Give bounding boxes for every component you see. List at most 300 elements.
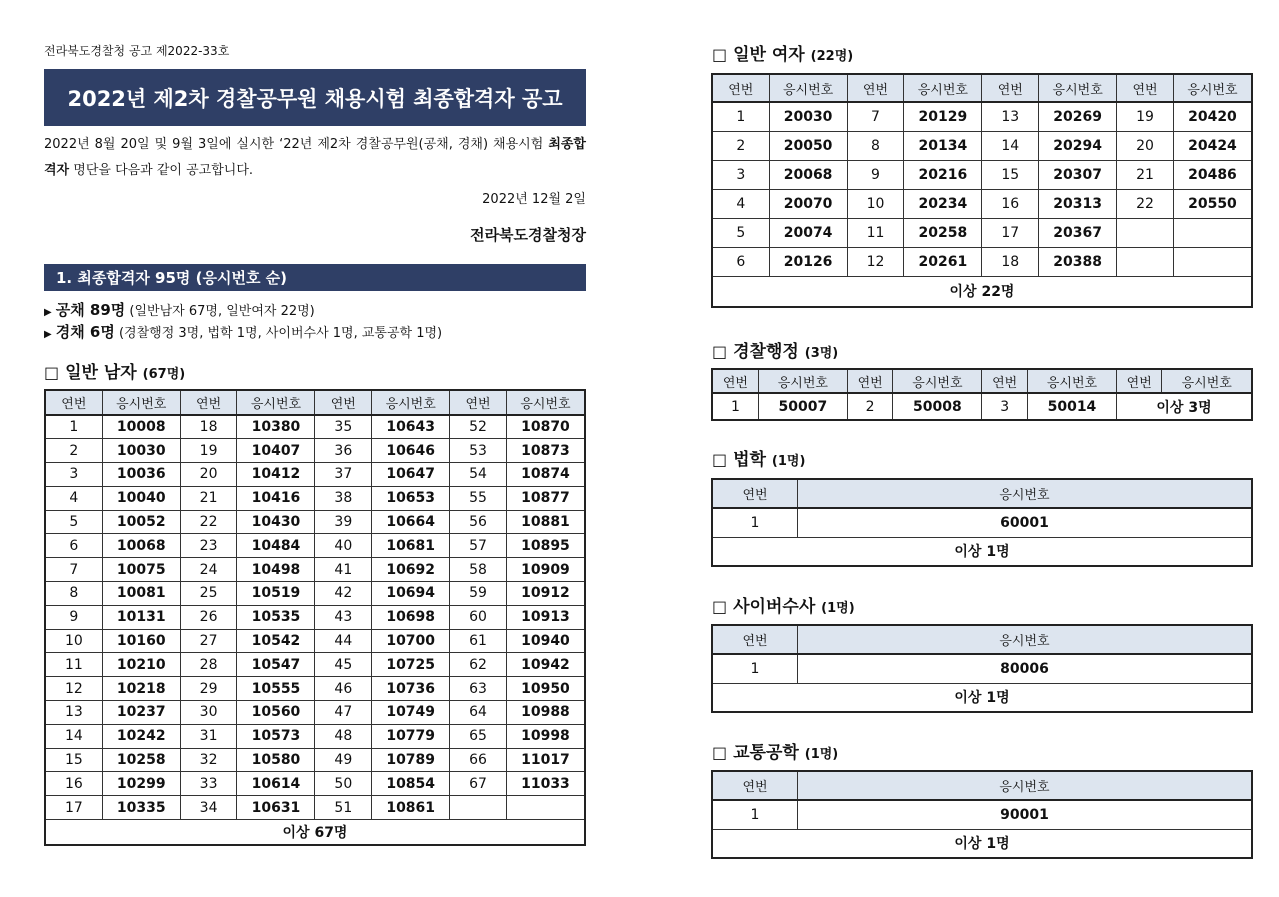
exam-number-cell: 10692 <box>372 558 450 582</box>
table-row <box>712 393 1252 420</box>
bullet-text: (경찰행정 3명, 법학 1명, 사이버수사 1명, 교통공학 1명) <box>114 326 443 341</box>
seq-cell: 25 <box>180 582 237 606</box>
male-title: 일반 남자 <box>65 363 137 383</box>
header-number: 응시번호 <box>506 390 585 415</box>
exam-number-cell: 10580 <box>237 748 315 772</box>
seq-cell: 8 <box>847 131 904 160</box>
table-row <box>45 724 585 748</box>
exam-number-cell: 10412 <box>237 463 315 487</box>
exam-number-cell: 20486 <box>1173 160 1252 189</box>
intro-bold: 최종합격자 <box>44 137 586 178</box>
table-row <box>712 247 1252 276</box>
exam-number-cell: 10160 <box>102 629 180 653</box>
exam-number-cell: 10950 <box>506 677 585 701</box>
male-table <box>44 389 586 846</box>
table-row <box>45 653 585 677</box>
exam-number-cell: 10547 <box>237 653 315 677</box>
seq-cell: 57 <box>450 534 507 558</box>
table-row <box>45 605 585 629</box>
table-row <box>45 558 585 582</box>
header-seq: 연번 <box>712 74 769 102</box>
exam-number-cell: 20134 <box>904 131 982 160</box>
header-seq: 연번 <box>847 369 892 393</box>
header-number: 응시번호 <box>1027 369 1116 393</box>
exam-number-cell: 10870 <box>506 415 585 439</box>
seq-cell: 40 <box>315 534 372 558</box>
exam-number-cell: 10560 <box>237 701 315 725</box>
seq-cell: 31 <box>180 724 237 748</box>
seq-cell: 51 <box>315 796 372 820</box>
seq-cell: 3 <box>45 463 102 487</box>
total-cell: 이상 3명 <box>1117 393 1252 420</box>
exam-number-cell: 20129 <box>904 102 982 131</box>
exam-number-cell: 80006 <box>798 654 1253 683</box>
exam-number-cell: 20550 <box>1173 189 1252 218</box>
exam-number-cell: 10218 <box>102 677 180 701</box>
exam-number-cell: 10694 <box>372 582 450 606</box>
checkbox-icon: □ <box>712 45 728 64</box>
total-cell: 이상 67명 <box>45 820 585 846</box>
table-row <box>712 654 1252 683</box>
section-heading: 1. 최종합격자 95명 (응시번호 순) <box>44 264 586 291</box>
exam-number-cell: 10075 <box>102 558 180 582</box>
table-row <box>712 218 1252 247</box>
traffic-table <box>711 770 1253 859</box>
seq-cell: 27 <box>180 629 237 653</box>
exam-number-cell: 10877 <box>506 486 585 510</box>
seq-cell: 11 <box>45 653 102 677</box>
traffic-title: 교통공학 <box>733 743 799 763</box>
header-number: 응시번호 <box>237 390 315 415</box>
exam-number-cell: 10068 <box>102 534 180 558</box>
checkbox-icon: □ <box>44 363 60 382</box>
arrow-icon: ▶ <box>44 307 52 318</box>
exam-number-cell: 10040 <box>102 486 180 510</box>
exam-number-cell: 10646 <box>372 439 450 463</box>
exam-number-cell: 20050 <box>769 131 847 160</box>
exam-number-cell: 20269 <box>1039 102 1117 131</box>
table-row <box>45 510 585 534</box>
exam-number-cell <box>1173 218 1252 247</box>
seq-cell: 3 <box>712 160 769 189</box>
male-count: (67명) <box>142 367 186 382</box>
checkbox-icon: □ <box>712 743 728 762</box>
exam-number-cell: 50008 <box>893 393 982 420</box>
exam-number-cell: 10861 <box>372 796 450 820</box>
seq-cell: 52 <box>450 415 507 439</box>
exam-number-cell: 20126 <box>769 247 847 276</box>
exam-number-cell: 10631 <box>237 796 315 820</box>
seq-cell: 1 <box>712 508 798 537</box>
exam-number-cell: 10519 <box>237 582 315 606</box>
seq-cell: 60 <box>450 605 507 629</box>
exam-number-cell: 10416 <box>237 486 315 510</box>
exam-number-cell: 20216 <box>904 160 982 189</box>
traffic-count: (1명) <box>804 747 839 762</box>
notice-number: 전라북도경찰청 공고 제2022-33호 <box>44 44 230 58</box>
seq-cell: 7 <box>45 558 102 582</box>
header-seq: 연번 <box>712 625 798 654</box>
seq-cell: 9 <box>45 605 102 629</box>
seq-cell: 1 <box>712 102 769 131</box>
table-row <box>712 800 1252 829</box>
header-number: 응시번호 <box>798 771 1253 800</box>
intro-paragraph <box>44 132 586 184</box>
male-heading <box>44 358 185 383</box>
total-cell: 이상 22명 <box>712 276 1252 307</box>
admin-title: 경찰행정 <box>733 342 799 362</box>
seq-cell: 38 <box>315 486 372 510</box>
seq-cell: 48 <box>315 724 372 748</box>
exam-number-cell: 20234 <box>904 189 982 218</box>
header-seq: 연번 <box>712 771 798 800</box>
table-row <box>45 629 585 653</box>
seq-cell: 2 <box>847 393 892 420</box>
seq-cell: 33 <box>180 772 237 796</box>
exam-number-cell: 10909 <box>506 558 585 582</box>
female-title: 일반 여자 <box>733 45 805 65</box>
exam-number-cell: 10430 <box>237 510 315 534</box>
seq-cell: 11 <box>847 218 904 247</box>
seq-cell: 15 <box>45 748 102 772</box>
seq-cell: 5 <box>45 510 102 534</box>
exam-number-cell: 20261 <box>904 247 982 276</box>
total-cell: 이상 1명 <box>712 829 1252 858</box>
intro-text-1: 2022년 8월 20일 및 9월 3일에 실시한 ‘22년 제2차 경찰공무원(공채, 경채) 채용시험 <box>44 137 549 152</box>
table-row <box>712 189 1252 218</box>
header-number: 응시번호 <box>769 74 847 102</box>
exam-number-cell: 10736 <box>372 677 450 701</box>
seq-cell: 41 <box>315 558 372 582</box>
seq-cell: 44 <box>315 629 372 653</box>
exam-number-cell: 10643 <box>372 415 450 439</box>
total-row <box>712 683 1252 712</box>
seq-cell: 13 <box>982 102 1039 131</box>
exam-number-cell: 10681 <box>372 534 450 558</box>
header-seq: 연번 <box>847 74 904 102</box>
exam-number-cell: 20307 <box>1039 160 1117 189</box>
table-row <box>712 508 1252 537</box>
header-number: 응시번호 <box>893 369 982 393</box>
exam-number-cell: 10242 <box>102 724 180 748</box>
traffic-heading <box>712 738 838 763</box>
seq-cell: 18 <box>982 247 1039 276</box>
document-title: 2022년 제2차 경찰공무원 채용시험 최종합격자 공고 <box>44 69 586 126</box>
seq-cell: 19 <box>1117 102 1174 131</box>
exam-number-cell: 50014 <box>1027 393 1116 420</box>
exam-number-cell: 10779 <box>372 724 450 748</box>
seq-cell: 66 <box>450 748 507 772</box>
seq-cell: 45 <box>315 653 372 677</box>
seq-cell: 17 <box>45 796 102 820</box>
seq-cell: 21 <box>180 486 237 510</box>
bullet-bold: 공채 89명 <box>55 301 126 319</box>
exam-number-cell: 10335 <box>102 796 180 820</box>
seq-cell: 21 <box>1117 160 1174 189</box>
exam-number-cell: 10725 <box>372 653 450 677</box>
seq-cell: 20 <box>1117 131 1174 160</box>
header-seq: 연번 <box>982 369 1027 393</box>
total-cell: 이상 1명 <box>712 683 1252 712</box>
seq-cell: 13 <box>45 701 102 725</box>
seq-cell: 8 <box>45 582 102 606</box>
exam-number-cell: 10749 <box>372 701 450 725</box>
exam-number-cell: 10912 <box>506 582 585 606</box>
cyber-table <box>711 624 1253 713</box>
exam-number-cell: 20074 <box>769 218 847 247</box>
table-row <box>712 131 1252 160</box>
seq-cell: 32 <box>180 748 237 772</box>
law-heading <box>712 445 805 470</box>
exam-number-cell: 10555 <box>237 677 315 701</box>
admin-count: (3명) <box>804 346 839 361</box>
seq-cell <box>450 796 507 820</box>
seq-cell: 64 <box>450 701 507 725</box>
header-number: 응시번호 <box>102 390 180 415</box>
exam-number-cell: 10700 <box>372 629 450 653</box>
law-title: 법학 <box>733 450 766 470</box>
table-row <box>45 701 585 725</box>
table-row <box>45 463 585 487</box>
seq-cell: 9 <box>847 160 904 189</box>
seq-cell: 20 <box>180 463 237 487</box>
total-cell: 이상 1명 <box>712 537 1252 566</box>
seq-cell: 30 <box>180 701 237 725</box>
exam-number-cell: 20367 <box>1039 218 1117 247</box>
exam-number-cell: 20030 <box>769 102 847 131</box>
exam-number-cell: 10647 <box>372 463 450 487</box>
seq-cell: 67 <box>450 772 507 796</box>
seq-cell: 15 <box>982 160 1039 189</box>
female-table <box>711 73 1253 308</box>
header-seq: 연번 <box>712 369 758 393</box>
seq-cell: 3 <box>982 393 1027 420</box>
cyber-title: 사이버수사 <box>733 597 816 617</box>
header-seq: 연번 <box>1117 74 1174 102</box>
seq-cell: 4 <box>712 189 769 218</box>
exam-number-cell: 20294 <box>1039 131 1117 160</box>
table-row <box>45 748 585 772</box>
header-number: 응시번호 <box>758 369 847 393</box>
exam-number-cell: 10614 <box>237 772 315 796</box>
seq-cell: 24 <box>180 558 237 582</box>
exam-number-cell: 10535 <box>237 605 315 629</box>
bullet-career <box>44 321 442 342</box>
seq-cell: 36 <box>315 439 372 463</box>
seq-cell: 1 <box>712 654 798 683</box>
header-number: 응시번호 <box>798 479 1253 508</box>
exam-number-cell: 10380 <box>237 415 315 439</box>
exam-number-cell: 10030 <box>102 439 180 463</box>
checkbox-icon: □ <box>712 597 728 616</box>
exam-number-cell: 10407 <box>237 439 315 463</box>
table-row <box>45 534 585 558</box>
exam-number-cell: 10299 <box>102 772 180 796</box>
table-row <box>45 439 585 463</box>
issuer: 전라북도경찰청장 <box>470 226 586 244</box>
seq-cell: 49 <box>315 748 372 772</box>
notice-date: 2022년 12월 2일 <box>482 192 586 207</box>
admin-table <box>711 368 1253 421</box>
header-seq: 연번 <box>1117 369 1162 393</box>
seq-cell: 56 <box>450 510 507 534</box>
exam-number-cell: 20424 <box>1173 131 1252 160</box>
header-number: 응시번호 <box>1162 369 1252 393</box>
seq-cell: 2 <box>712 131 769 160</box>
exam-number-cell: 11017 <box>506 748 585 772</box>
seq-cell: 23 <box>180 534 237 558</box>
exam-number-cell: 10237 <box>102 701 180 725</box>
bullet-public <box>44 299 315 320</box>
seq-cell: 59 <box>450 582 507 606</box>
seq-cell: 58 <box>450 558 507 582</box>
seq-cell: 5 <box>712 218 769 247</box>
total-row <box>712 276 1252 307</box>
exam-number-cell: 10789 <box>372 748 450 772</box>
law-table <box>711 478 1253 567</box>
exam-number-cell: 10881 <box>506 510 585 534</box>
table-row <box>45 772 585 796</box>
seq-cell: 43 <box>315 605 372 629</box>
seq-cell: 10 <box>847 189 904 218</box>
table-row <box>45 486 585 510</box>
seq-cell: 16 <box>45 772 102 796</box>
bullet-bold: 경채 6명 <box>55 323 115 341</box>
intro-text-2: 명단을 다음과 같이 공고합니다. <box>69 163 254 178</box>
seq-cell <box>1117 247 1174 276</box>
table-row <box>45 677 585 701</box>
header-seq: 연번 <box>712 479 798 508</box>
seq-cell: 65 <box>450 724 507 748</box>
exam-number-cell <box>1173 247 1252 276</box>
exam-number-cell: 10542 <box>237 629 315 653</box>
exam-number-cell: 20313 <box>1039 189 1117 218</box>
exam-number-cell: 10998 <box>506 724 585 748</box>
total-row <box>712 537 1252 566</box>
exam-number-cell: 10258 <box>102 748 180 772</box>
table-row <box>712 102 1252 131</box>
cyber-heading <box>712 592 855 617</box>
table-row <box>45 415 585 439</box>
header-number: 응시번호 <box>904 74 982 102</box>
seq-cell: 37 <box>315 463 372 487</box>
exam-number-cell: 10131 <box>102 605 180 629</box>
header-number: 응시번호 <box>372 390 450 415</box>
seq-cell: 6 <box>712 247 769 276</box>
arrow-icon: ▶ <box>44 329 52 340</box>
seq-cell: 35 <box>315 415 372 439</box>
exam-number-cell: 10942 <box>506 653 585 677</box>
seq-cell: 28 <box>180 653 237 677</box>
exam-number-cell: 10008 <box>102 415 180 439</box>
seq-cell: 29 <box>180 677 237 701</box>
admin-heading <box>712 337 838 362</box>
exam-number-cell: 10664 <box>372 510 450 534</box>
exam-number-cell: 10081 <box>102 582 180 606</box>
checkbox-icon: □ <box>712 342 728 361</box>
seq-cell: 18 <box>180 415 237 439</box>
header-seq: 연번 <box>45 390 102 415</box>
seq-cell: 1 <box>712 393 758 420</box>
table-row <box>45 582 585 606</box>
seq-cell: 26 <box>180 605 237 629</box>
seq-cell: 14 <box>45 724 102 748</box>
seq-cell: 39 <box>315 510 372 534</box>
header-number: 응시번호 <box>798 625 1253 654</box>
header-seq: 연번 <box>315 390 372 415</box>
exam-number-cell: 10036 <box>102 463 180 487</box>
exam-number-cell: 60001 <box>798 508 1253 537</box>
seq-cell: 46 <box>315 677 372 701</box>
cyber-count: (1명) <box>821 601 855 616</box>
exam-number-cell: 10653 <box>372 486 450 510</box>
header-seq: 연번 <box>450 390 507 415</box>
exam-number-cell: 10498 <box>237 558 315 582</box>
exam-number-cell: 10052 <box>102 510 180 534</box>
exam-number-cell: 90001 <box>798 800 1253 829</box>
seq-cell: 47 <box>315 701 372 725</box>
seq-cell: 2 <box>45 439 102 463</box>
seq-cell: 50 <box>315 772 372 796</box>
seq-cell: 34 <box>180 796 237 820</box>
seq-cell: 55 <box>450 486 507 510</box>
female-heading <box>712 40 853 65</box>
header-number: 응시번호 <box>1173 74 1252 102</box>
seq-cell: 22 <box>1117 189 1174 218</box>
seq-cell: 42 <box>315 582 372 606</box>
exam-number-cell: 10913 <box>506 605 585 629</box>
seq-cell: 61 <box>450 629 507 653</box>
exam-number-cell: 11033 <box>506 772 585 796</box>
exam-number-cell: 10895 <box>506 534 585 558</box>
total-row <box>45 820 585 846</box>
seq-cell: 10 <box>45 629 102 653</box>
seq-cell: 14 <box>982 131 1039 160</box>
seq-cell: 19 <box>180 439 237 463</box>
law-count: (1명) <box>771 454 806 469</box>
exam-number-cell: 10698 <box>372 605 450 629</box>
header-seq: 연번 <box>180 390 237 415</box>
exam-number-cell: 10940 <box>506 629 585 653</box>
exam-number-cell: 50007 <box>758 393 847 420</box>
exam-number-cell: 20420 <box>1173 102 1252 131</box>
header-number: 응시번호 <box>1039 74 1117 102</box>
exam-number-cell: 20070 <box>769 189 847 218</box>
exam-number-cell: 10854 <box>372 772 450 796</box>
seq-cell: 12 <box>45 677 102 701</box>
exam-number-cell: 20258 <box>904 218 982 247</box>
seq-cell: 12 <box>847 247 904 276</box>
exam-number-cell: 10988 <box>506 701 585 725</box>
female-count: (22명) <box>810 49 854 64</box>
seq-cell: 17 <box>982 218 1039 247</box>
seq-cell: 22 <box>180 510 237 534</box>
seq-cell: 62 <box>450 653 507 677</box>
seq-cell: 4 <box>45 486 102 510</box>
exam-number-cell: 10573 <box>237 724 315 748</box>
seq-cell: 63 <box>450 677 507 701</box>
seq-cell: 7 <box>847 102 904 131</box>
exam-number-cell: 10874 <box>506 463 585 487</box>
table-row <box>712 160 1252 189</box>
seq-cell: 54 <box>450 463 507 487</box>
table-row <box>45 796 585 820</box>
checkbox-icon: □ <box>712 450 728 469</box>
exam-number-cell: 20388 <box>1039 247 1117 276</box>
exam-number-cell: 20068 <box>769 160 847 189</box>
exam-number-cell: 10210 <box>102 653 180 677</box>
exam-number-cell <box>506 796 585 820</box>
